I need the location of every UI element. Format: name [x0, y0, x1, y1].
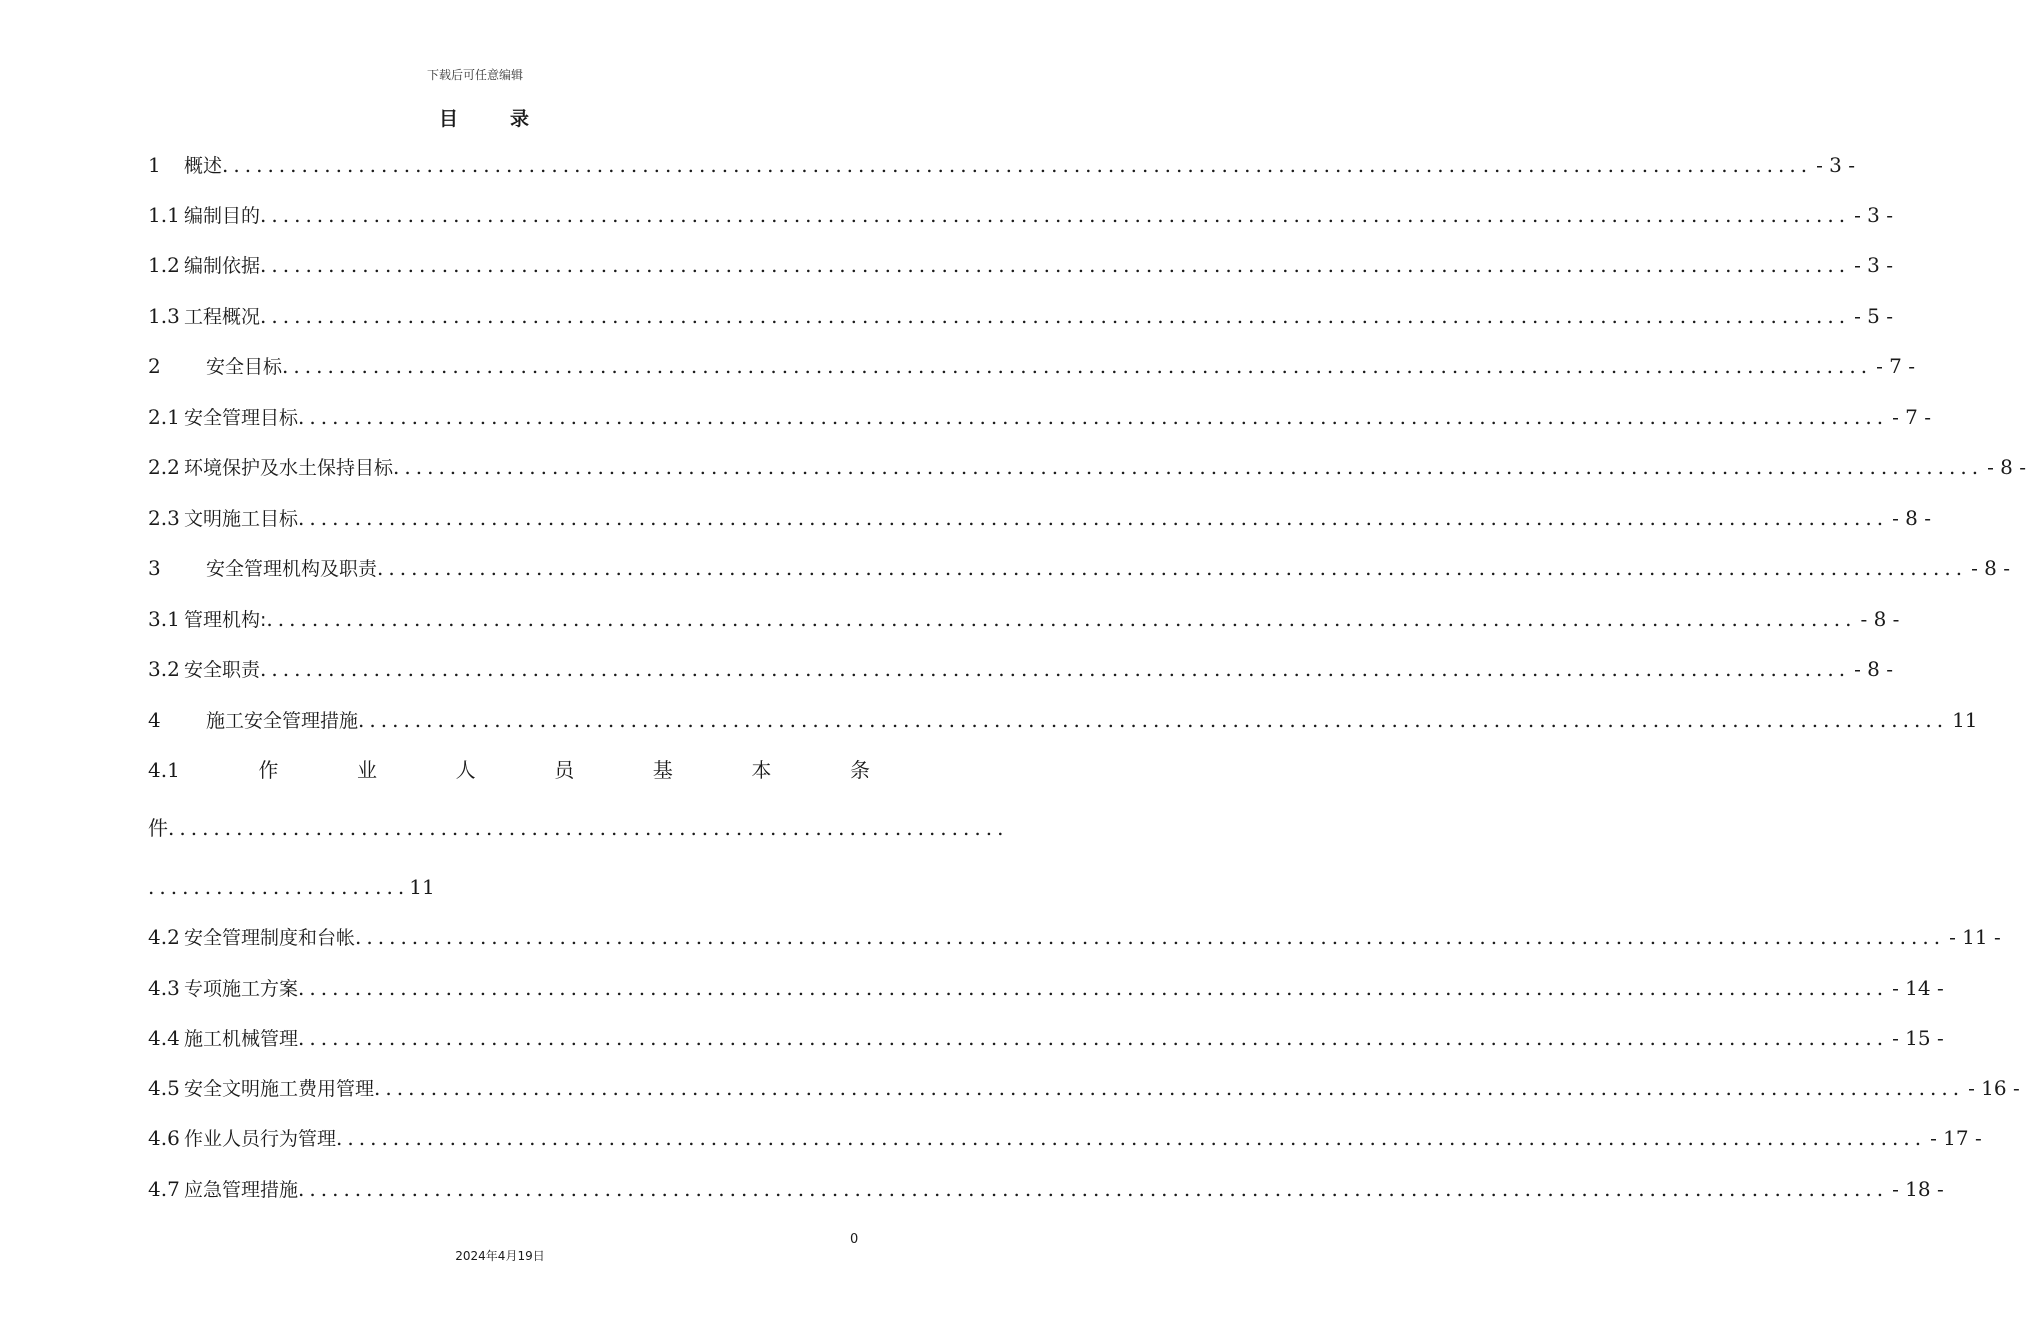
toc-entry-number: 1.1: [148, 203, 180, 227]
toc-entry[interactable]: [148, 200, 1894, 230]
toc-entry-text: 安全文明施工费用管理: [184, 1078, 375, 1100]
toc-entry-text: 施工安全管理措施: [206, 710, 359, 732]
toc-entry-number: 4.7: [148, 1177, 180, 1201]
toc-entry-text: 安全管理目标: [184, 407, 299, 429]
toc-entry-dots: ............................................................................................................................................: [393, 455, 1984, 479]
toc-entry-page: 11: [1952, 708, 1978, 732]
toc-entry-dots: ............................................................................................................................................: [298, 1177, 1889, 1201]
toc-entry-char: 本: [751, 758, 772, 782]
toc-entry[interactable]: [148, 553, 2011, 583]
toc-entry-dots: ............................................................................................................................................: [260, 657, 1851, 681]
toc-entry[interactable]: [148, 604, 1900, 634]
toc-entry-page: - 8 -: [1860, 607, 1900, 631]
toc-entry-text: 工程概况: [184, 306, 261, 328]
toc-entry-page: - 16 -: [1968, 1076, 2020, 1100]
toc-entry-4-1-page-line: [148, 872, 448, 902]
toc-entry-text: 编制目的: [184, 205, 261, 227]
toc-entry[interactable]: [148, 973, 1944, 1003]
toc-entry[interactable]: [148, 1123, 1982, 1153]
toc-entry-char: 作: [258, 758, 279, 782]
toc-entry[interactable]: [148, 503, 1932, 533]
toc-entry-dots: ............................................................................................................................................: [336, 1126, 1927, 1150]
toc-entry-number: 2: [148, 354, 161, 378]
toc-entry-page: - 8 -: [1892, 506, 1932, 530]
toc-entry-text: 文明施工目标: [184, 508, 299, 530]
toc-entry-text: 安全管理机构及职责: [206, 558, 378, 580]
toc-entry-dots: ............................................................................................................................................: [282, 354, 1873, 378]
toc-entry-dots: ............................................................................................................................................: [266, 607, 1857, 631]
toc-entry-page: - 5 -: [1854, 304, 1894, 328]
toc-entry-text: 专项施工方案: [184, 978, 299, 1000]
toc-entry-number: 3: [148, 556, 161, 580]
header-note: 下载后可任意编辑: [426, 68, 523, 82]
toc-entry-dots: ............................................................................................................................................: [222, 153, 1813, 177]
toc-entry-number: 4.6: [148, 1126, 180, 1150]
toc-entry-page: - 7 -: [1876, 354, 1916, 378]
toc-entry-number: 1: [148, 153, 161, 177]
toc-entry-dots: ............................................................................................................................................: [298, 1026, 1889, 1050]
toc-entry[interactable]: [148, 452, 2026, 482]
toc-entry-char: 业: [357, 758, 377, 782]
toc-entry-dots: ............................................................................................................................................: [260, 304, 1851, 328]
toc-entry-number: 4.1: [148, 758, 180, 782]
toc-entry-dots: ............................................................................................................................................: [358, 708, 1949, 732]
toc-entry-dots: ............................................................................................................................................: [260, 203, 1851, 227]
toc-entry-text: 编制依据: [184, 255, 261, 277]
toc-entry-page: 11: [409, 875, 435, 899]
toc-entry-number: 2.1: [148, 405, 180, 429]
toc-entry-dots: ..........................................................................: [168, 816, 1009, 840]
toc-entry-page: - 3 -: [1816, 153, 1856, 177]
toc-entry-char: 员: [554, 758, 575, 782]
toc-entry-dots: ............................................................................................................................................: [298, 976, 1889, 1000]
toc-entry-text: 施工机械管理: [184, 1028, 299, 1050]
toc-entry-number: 3.1: [148, 607, 180, 631]
toc-entry-text: 概述: [184, 155, 223, 177]
toc-entry-number: 1.2: [148, 253, 180, 277]
footer-date: 2024年4月19日: [455, 1249, 545, 1263]
toc-entry-dots: ............................................................................................................................................: [298, 405, 1889, 429]
toc-entry-number: 2.3: [148, 506, 180, 530]
toc-entry-page: - 15 -: [1892, 1026, 1944, 1050]
toc-entry[interactable]: [148, 1174, 1944, 1204]
toc-entry-number: 4.4: [148, 1026, 180, 1050]
toc-entry[interactable]: [148, 301, 1894, 331]
toc-entry-char: 条: [849, 758, 870, 782]
toc-entry-page: - 8 -: [1971, 556, 2011, 580]
toc-entry-number: 3.2: [148, 657, 180, 681]
toc-entry[interactable]: [148, 705, 1978, 735]
toc-entry-number: 2.2: [148, 455, 180, 479]
toc-entry[interactable]: [148, 922, 2001, 952]
toc-entry-char: 人: [455, 758, 476, 782]
toc-entry[interactable]: [148, 1023, 1944, 1053]
toc-entry-page: - 8 -: [1987, 455, 2026, 479]
toc-entry-text: 应急管理措施: [184, 1179, 299, 1201]
toc-entry[interactable]: [148, 402, 1932, 432]
toc-entry-page: - 8 -: [1854, 657, 1894, 681]
toc-entry-number: 4.5: [148, 1076, 180, 1100]
toc-entry-text: 管理机构:: [184, 609, 267, 631]
toc-entry-text: 安全管理制度和台帐: [184, 927, 356, 949]
toc-entry-text: 安全职责: [184, 659, 261, 681]
toc-entry-number: 4.2: [148, 925, 180, 949]
toc-entry-dots: ............................................................................................................................................: [377, 556, 1968, 580]
toc-entry-dots: .......................: [148, 875, 410, 899]
toc-title: 目录: [438, 108, 581, 130]
toc-entry-page: - 11 -: [1949, 925, 2001, 949]
toc-entry[interactable]: [148, 250, 1894, 280]
toc-entry-text: 件: [148, 816, 168, 840]
toc-entry-text: 环境保护及水土保持目标: [184, 457, 394, 479]
toc-entry-dots: ............................................................................................................................................: [355, 925, 1946, 949]
toc-entry-number: 4.3: [148, 976, 180, 1000]
toc-entry-dots: ............................................................................................................................................: [298, 506, 1889, 530]
toc-entry-dots: ............................................................................................................................................: [374, 1076, 1965, 1100]
toc-entry-text: 作业人员行为管理: [184, 1128, 337, 1150]
toc-entry-dots: ............................................................................................................................................: [260, 253, 1851, 277]
toc-entry-page: - 14 -: [1892, 976, 1944, 1000]
toc-entry[interactable]: [148, 1073, 2020, 1103]
toc-entry-char: 基: [652, 758, 673, 782]
toc-entry-number: 4: [148, 708, 161, 732]
toc-entry-page: - 17 -: [1930, 1126, 1982, 1150]
toc-entry-text: 安全目标: [206, 356, 283, 378]
toc-entry-page: - 3 -: [1854, 203, 1894, 227]
toc-entry-page: - 3 -: [1854, 253, 1894, 277]
toc-entry-page: - 7 -: [1892, 405, 1932, 429]
toc-entry-number: 1.3: [148, 304, 180, 328]
toc-entry[interactable]: [148, 150, 1856, 180]
toc-entry[interactable]: [148, 654, 1894, 684]
toc-entry-4-1[interactable]: [148, 753, 870, 787]
toc-entry-page: - 18 -: [1892, 1177, 1944, 1201]
toc-entry[interactable]: [148, 351, 1916, 381]
toc-entry-4-1-continuation: [148, 813, 1009, 843]
page-number: 0: [850, 1232, 859, 1247]
